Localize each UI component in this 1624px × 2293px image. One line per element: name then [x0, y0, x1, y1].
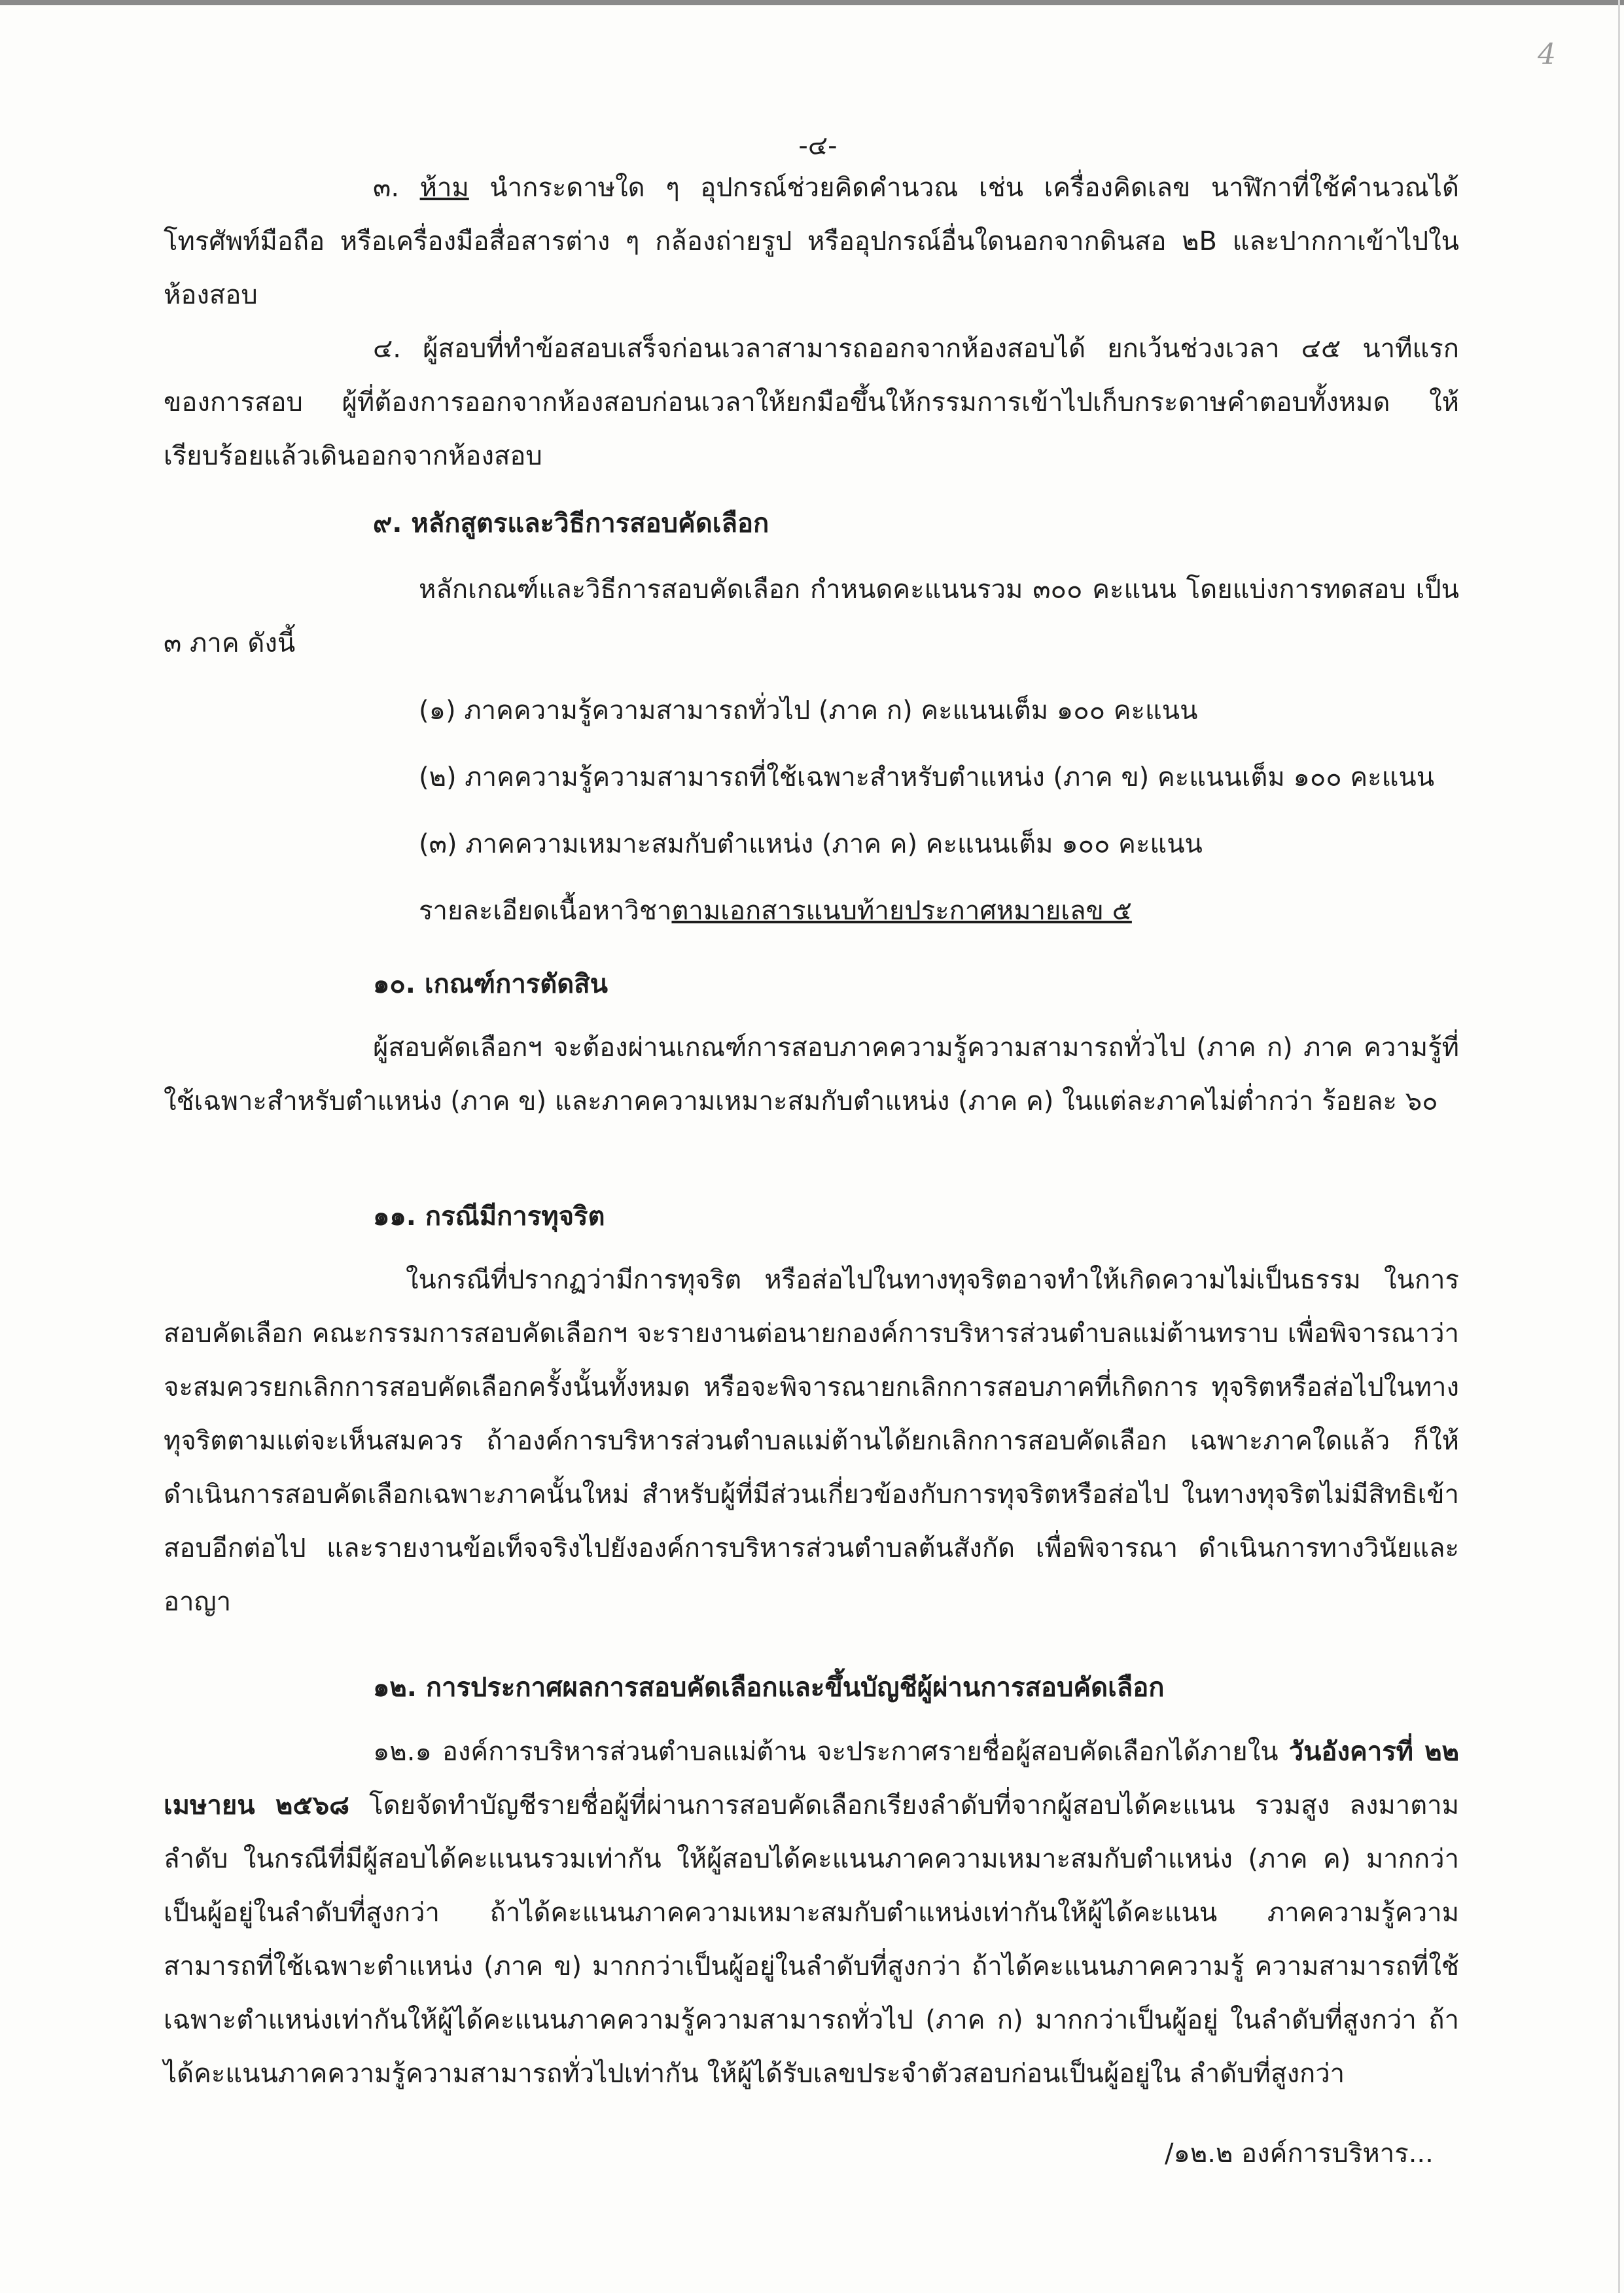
section-10-text: ผู้สอบคัดเลือกฯ จะต้องผ่านเกณฑ์การสอบภาคความรู้ความสามารถทั่วไป (ภาค ก) ภาค ความรู้ที่ใช้เฉพาะสำหรับตำแหน่ง (ภาค ข) และภาคความเหมาะสมกับตำแหน่ง (ภาค ค) ในแต่ละภาคไม่ต่ำกว่า ร้อยละ ๖๐ — [164, 1033, 1459, 1116]
section-9-part-1: (๑) ภาคความรู้ความสามารถทั่วไป (ภาค ก) คะแนนเต็ม ๑๐๐ คะแนน — [419, 696, 1198, 726]
page-number: -๔- — [798, 131, 838, 161]
section-12-paragraph-1 — [164, 1725, 1459, 2101]
item-3-paragraph — [164, 161, 1459, 322]
section-12-heading: ๑๒. การประกาศผลการสอบคัดเลือกและขึ้นบัญชีผู้ผ่านการสอบคัดเลือก — [373, 1673, 1165, 1703]
section-9-part-3: (๓) ภาคความเหมาะสมกับตำแหน่ง (ภาค ค) คะแนนเต็ม ๑๐๐ คะแนน — [419, 829, 1203, 859]
item-3-prefix: ๓. — [373, 173, 420, 203]
section-9-part-2: (๒) ภาคความรู้ความสามารถที่ใช้เฉพาะสำหรับตำแหน่ง (ภาค ข) คะแนนเต็ม ๑๐๐ คะแนน — [419, 762, 1435, 792]
section-9-intro: หลักเกณฑ์และวิธีการสอบคัดเลือก กำหนดคะแนนรวม ๓๐๐ คะแนน โดยแบ่งการทดสอบ เป็น ๓ ภาค ดังนี้ — [164, 575, 1459, 658]
item-3-forbid: ห้าม — [419, 173, 469, 203]
handwritten-page-mark: 4 — [1538, 38, 1556, 71]
section-12-announcement-date: วันอังคารที่ ๒๒ เมษายน ๒๕๖๘ — [164, 1737, 1459, 1821]
section-9-heading: ๙. หลักสูตรและวิธีการสอบคัดเลือก — [373, 508, 769, 539]
section-9-detail-prefix: รายละเอียดเนื้อหาวิชา — [419, 896, 672, 926]
section-12-rest: โดยจัดทำบัญชีรายชื่อผู้ที่ผ่านการสอบคัดเลือกเรียงลำดับที่จากผู้สอบได้คะแนน รวมสูง ลงมาตามลำดับ ในกรณีที่มีผู้สอบได้คะแนนรวมเท่ากัน ให้ผู้สอบได้คะแนนภาคความเหมาะสมกับตำแหน่ง (ภาค ค) มากกว่าเป็นผู้อยู่ในลำดับที่สูงกว่า ถ้าได้คะแนนภาคความเหมาะสมกับตำแหน่งเท่ากันให้ผู้ได้คะแนน ภาคความรู้ความสามารถที่ใช้เฉพาะตำแหน่ง (ภาค ข) มากกว่าเป็นผู้อยู่ในลำดับที่สูงกว่า ถ้าได้คะแนนภาคความรู้ ความสามารถที่ใช้เฉพาะตำแหน่งเท่ากันให้ผู้ได้คะแนนภาคความรู้ความสามารถทั่วไป (ภาค ก) มากกว่าเป็นผู้อยู่ ในลำดับที่สูงกว่า ถ้าได้คะแนนภาคความรู้ความสามารถทั่วไปเท่ากัน ให้ผู้ได้รับเลขประจำตัวสอบก่อนเป็นผู้อยู่ใน ลำดับที่สูงกว่า — [164, 1790, 1459, 2089]
scan-top-border — [0, 0, 1624, 5]
section-10-heading: ๑๐. เกณฑ์การตัดสิน — [373, 969, 609, 999]
section-11-text: ในกรณีที่ปรากฏว่ามีการทุจริต หรือส่อไปในทางทุจริตอาจทำให้เกิดความไม่เป็นธรรม ในการสอบคัดเลือก คณะกรรมการสอบคัดเลือกฯ จะรายงานต่อนายกองค์การบริหารส่วนตำบลแม่ต้านทราบ เพื่อพิจารณาว่าจะสมควรยกเลิกการสอบคัดเลือกครั้งนั้นทั้งหมด หรือจะพิจารณายกเลิกการสอบภาคที่เกิดการ ทุจริตหรือส่อไปในทางทุจริตตามแต่จะเห็นสมควร ถ้าองค์การบริหารส่วนตำบลแม่ต้านได้ยกเลิกการสอบคัดเลือก เฉพาะภาคใดแล้ว ก็ให้ดำเนินการสอบคัดเลือกเฉพาะภาคนั้นใหม่ สำหรับผู้ที่มีส่วนเกี่ยวข้องกับการทุจริตหรือส่อไป ในทางทุจริตไม่มีสิทธิเข้าสอบอีกต่อไป และรายงานข้อเท็จจริงไปยังองค์การบริหารส่วนตำบลต้นสังกัด เพื่อพิจารณา ดำเนินการทางวินัยและอาญา — [164, 1265, 1459, 1617]
section-12-lead: ๑๒.๑ องค์การบริหารส่วนตำบลแม่ต้าน จะประกาศรายชื่อผู้สอบคัดเลือกได้ภายใน — [373, 1737, 1289, 1767]
item-4-paragraph: ๔. ผู้สอบที่ทำข้อสอบเสร็จก่อนเวลาสามารถออกจากห้องสอบได้ ยกเว้นช่วงเวลา ๔๕ นาทีแรก ของการสอบ ผู้ที่ต้องการออกจากห้องสอบก่อนเวลาให้ยกมือขึ้นให้กรรมการเข้าไปเก็บกระดาษคำตอบทั้งหมด ให้เรียบร้อยแล้วเดินออกจากห้องสอบ — [164, 334, 1459, 471]
section-11-heading: ๑๑. กรณีมีการทุจริต — [373, 1201, 605, 1232]
item-3-text: นำกระดาษใด ๆ อุปกรณ์ช่วยคิดคำนวณ เช่น เครื่องคิดเลข นาฬิกาที่ใช้คำนวณได้ โทรศัพท์มือถือ หรือเครื่องมือสื่อสารต่าง ๆ กล้องถ่ายรูป หรืออุปกรณ์อื่นใดนอกจากดินสอ ๒B และปากกาเข้าไปในห้องสอบ — [164, 173, 1459, 310]
section-9-detail-link: ตามเอกสารแนบท้ายประกาศหมายเลข ๕ — [671, 896, 1132, 926]
scan-right-edge — [1618, 0, 1620, 2293]
continuation-marker: /๑๒.๒ องค์การบริหาร... — [1165, 2139, 1434, 2169]
section-9-detail — [419, 884, 1466, 938]
